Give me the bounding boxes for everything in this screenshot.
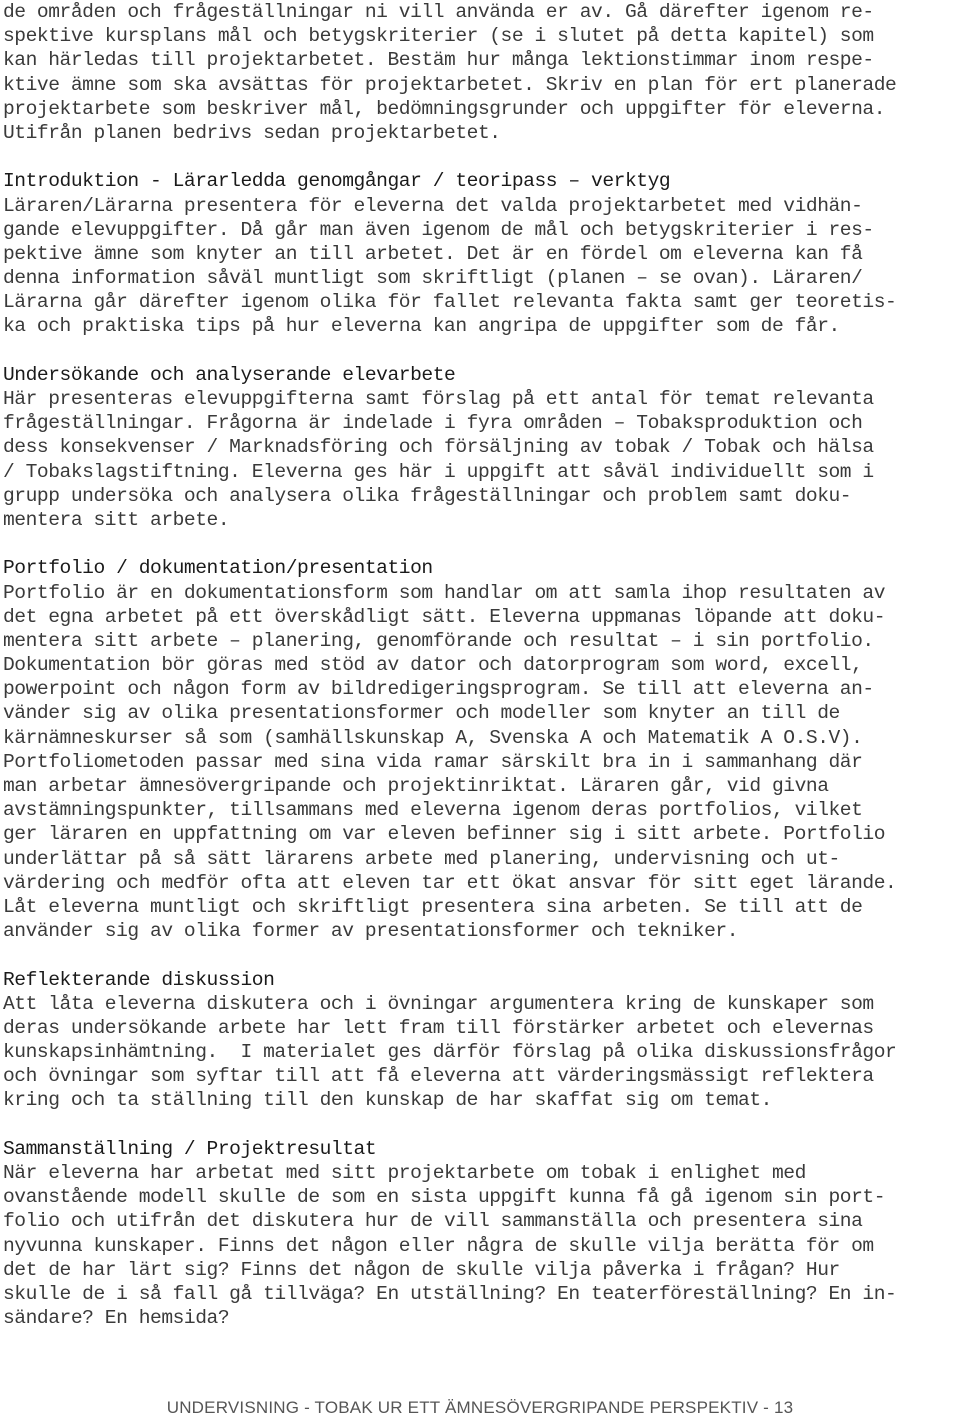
text-line: ovanstående modell skulle de som en sista uppgift kunna få gå igenom sin port- xyxy=(3,1186,886,1209)
paragraph-gap xyxy=(3,532,960,556)
text-line: denna information såväl muntligt som skriftligt (planen – se ovan). Läraren/ xyxy=(3,267,863,290)
text-line: frågeställningar. Frågorna är indelade i fyra områden – Tobaksproduktion och xyxy=(3,412,863,435)
text-line: det egna arbetet på ett överskådligt sätt. Eleverna uppmanas löpande att doku- xyxy=(3,605,886,628)
section-introduktion xyxy=(3,169,960,338)
text-line: värdering och medför ofta att eleven tar ett ökat ansvar för sitt eget lärande. xyxy=(3,871,897,894)
section-heading xyxy=(3,556,960,580)
heading-text: Reflekterande diskussion xyxy=(3,968,275,991)
text-line: kunskapsinhämtning. I materialet ges därför förslag på olika diskussionsfrågor xyxy=(3,1041,897,1064)
text-line: ger läraren en uppfattning om var eleven befinner sig i sitt arbete. Portfolio xyxy=(3,823,886,846)
text-line: sändare? En hemsida? xyxy=(3,1307,230,1330)
text-line: underlättar på så sätt lärarens arbete med planering, undervisning och ut- xyxy=(3,847,840,870)
text-line: Låt eleverna muntligt och skriftligt presentera sina arbeten. Se till att de xyxy=(3,895,863,918)
section-heading xyxy=(3,169,960,193)
paragraph-gap xyxy=(3,1113,960,1137)
text-line: Läraren/Lärarna presentera för eleverna det valda projektarbetet med vidhän- xyxy=(3,194,863,217)
text-line: När eleverna har arbetat med sitt projektarbete om tobak i enlighet med xyxy=(3,1162,806,1184)
text-line: Dokumentation bör göras med stöd av dator och datorprogram som word, excell, xyxy=(3,654,863,677)
section-portfolio xyxy=(3,556,960,943)
text-line: deras undersökande arbete har lett fram till förstärker arbetet och elevernas xyxy=(3,1016,874,1039)
text-line: grupp undersöka och analysera olika frågeställningar och problem samt doku- xyxy=(3,484,852,507)
text-line: kärnämneskurser så som (samhällskunskap A, Svenska A och Matematik A O.S.V). xyxy=(3,726,863,749)
section-undersokande xyxy=(3,363,960,532)
text-line: använder sig av olika former av presentationsformer och tekniker. xyxy=(3,920,739,943)
text-line: / Tobakslagstiftning. Eleverna ges här i uppgift att såväl individuellt som i xyxy=(3,460,874,483)
heading-text: Undersökande och analyserande elevarbete xyxy=(3,363,456,386)
section-heading xyxy=(3,363,960,387)
paragraph-gap xyxy=(3,339,960,363)
paragraph-gap xyxy=(3,943,960,967)
text-line: skulle de i så fall gå tillväga? En utställning? En teaterföreställning? En in- xyxy=(3,1282,897,1305)
text-line: projektarbete som beskriver mål, bedömningsgrunder och uppgifter för eleverna. xyxy=(3,97,886,120)
text-line: dess konsekvenser / Marknadsföring och försäljning av tobak / Tobak och hälsa xyxy=(3,436,874,459)
text-line: man arbetar ämnesövergripande och projektinriktat. Läraren går, vid givna xyxy=(3,775,829,797)
text-line: Lärarna går därefter igenom olika för fallet relevanta fakta samt ger teoretis- xyxy=(3,291,897,314)
heading-text: Introduktion - Lärarledda genomgångar / teoripass – verktyg xyxy=(3,170,671,193)
document-page xyxy=(3,0,960,1330)
intro-paragraph xyxy=(3,0,960,145)
text-line: Här presenteras elevuppgifterna samt förslag på ett antal för temat relevanta xyxy=(3,388,874,410)
text-line: de områden och frågeställningar ni vill använda er av. Gå därefter igenom re- xyxy=(3,1,874,23)
text-line: nyvunna kunskaper. Finns det någon eller några de skulle vilja berätta för om xyxy=(3,1234,874,1257)
heading-text: Sammanställning / Projektresultat xyxy=(3,1137,377,1160)
section-sammanstallning xyxy=(3,1137,960,1331)
text-line: kring och ta ställning till den kunskap de har skaffat sig om temat. xyxy=(3,1089,772,1112)
section-reflekterande xyxy=(3,968,960,1113)
text-line: Portfolio är en dokumentationsform som handlar om att samla ihop resultaten av xyxy=(3,581,886,604)
text-line: mentera sitt arbete. xyxy=(3,508,230,531)
text-line: ktive ämne som ska avsättas för projektarbetet. Skriv en plan för ert planerade xyxy=(3,73,897,96)
text-line: mentera sitt arbete – planering, genomförande och resultat – i sin portfolio. xyxy=(3,629,874,652)
text-line: Att låta eleverna diskutera och i övningar argumentera kring de kunskaper som xyxy=(3,992,874,1015)
text-line: ka och praktiska tips på hur eleverna kan angripa de uppgifter som de får. xyxy=(3,315,840,338)
text-line: powerpoint och någon form av bildredigeringsprogram. Se till att eleverna an- xyxy=(3,678,874,701)
text-line: kan härledas till projektarbetet. Bestäm hur många lektionstimmar inom respe- xyxy=(3,49,874,72)
text-line: folio och utifrån det diskutera hur de vill sammanställa och presentera sina xyxy=(3,1210,863,1233)
section-heading xyxy=(3,1137,960,1161)
text-line: avstämningspunkter, tillsammans med eleverna igenom deras portfolios, vilket xyxy=(3,799,863,822)
page-footer: UNDERVISNING - TOBAK UR ETT ÄMNESÖVERGRIPANDE PERSPEKTIV - 13 xyxy=(166,1398,794,1417)
text-line: Portfoliometoden passar med sina vida ramar särskilt bra in i sammanhang där xyxy=(3,750,863,773)
paragraph-gap xyxy=(3,145,960,169)
text-line: vänder sig av olika presentationsformer och modeller som knyter an till de xyxy=(3,702,840,725)
text-line: det de har lärt sig? Finns det någon de skulle vilja påverka i frågan? Hur xyxy=(3,1258,840,1281)
heading-text: Portfolio / dokumentation/presentation xyxy=(3,557,433,580)
text-line: och övningar som syftar till att få eleverna att värderingsmässigt reflektera xyxy=(3,1065,874,1088)
text-line: spektive kursplans mål och betygskriterier (se i slutet på detta kapitel) som xyxy=(3,25,874,48)
text-line: pektive ämne som knyter an till arbetet. Det är en fördel om eleverna kan få xyxy=(3,242,863,265)
text-line: Utifrån planen bedrivs sedan projektarbetet. xyxy=(3,121,501,144)
section-heading xyxy=(3,968,960,992)
text-line: gande elevuppgifter. Då går man även igenom de mål och betygskriterier i res- xyxy=(3,218,874,241)
